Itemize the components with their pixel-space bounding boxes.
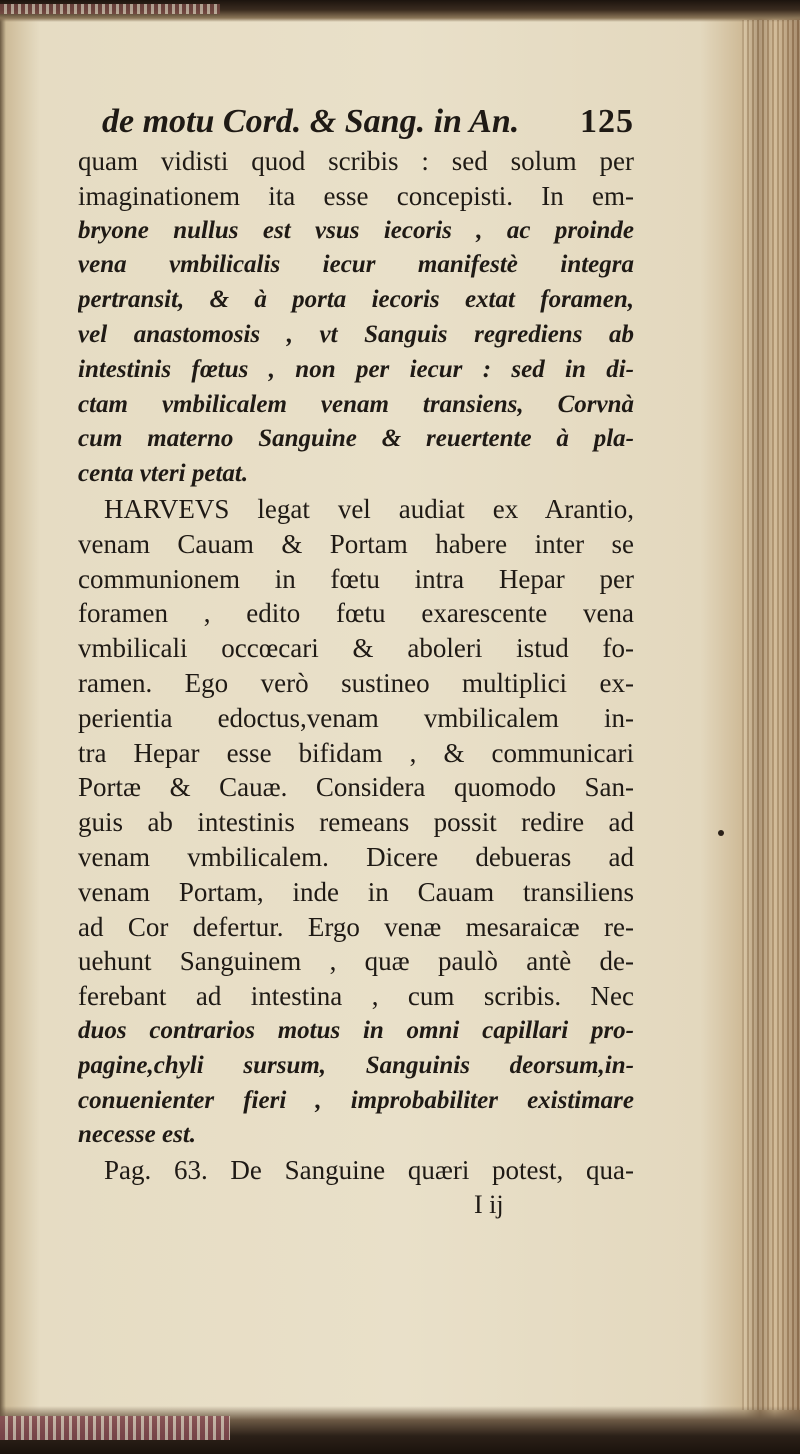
text-line: pertransit, & à porta iecoris extat foramen, <box>78 286 634 314</box>
text-line: ad Cor defertur. Ergo venæ mesaraicæ re- <box>78 911 634 942</box>
text-line: pagine,chyli sursum, Sanguinis deorsum,in- <box>78 1051 634 1079</box>
text-line: centa vteri petat. <box>78 460 249 488</box>
text-line: venam Cauam & Portam habere inter se <box>78 528 634 559</box>
text-line: tra Hepar esse bifidam , & communicari <box>78 737 634 768</box>
text-line: ctam vmbilicalem venam transiens, Corvnà <box>78 390 634 418</box>
text-line: conuenienter fieri , improbabiliter existimare <box>78 1086 634 1114</box>
text-line: vmbilicali occœcari & aboleri istud fo- <box>78 633 634 664</box>
text-line: cum materno Sanguine & reuertente à pla- <box>78 425 634 453</box>
running-header <box>78 100 634 144</box>
text-line: Pag. 63. De Sanguine quæri potest, qua- <box>104 1155 634 1186</box>
text-line: foramen , edito fœtu exarescente vena <box>78 598 634 629</box>
text-line: ramen. Ego verò sustineo multiplici ex- <box>78 667 634 698</box>
text-line: guis ab intestinis remeans possit redire ad <box>78 807 634 838</box>
text-line: imaginationem ita esse concepisti. In em- <box>78 180 634 211</box>
text-line: quam vidisti quod scribis : sed solum per <box>78 146 634 176</box>
page-text-block <box>78 100 634 1222</box>
headband-top <box>0 4 220 14</box>
text-line: vena vmbilicalis iecur manifestè integra <box>78 251 634 279</box>
text-line: uehunt Sanguinem , quæ paulò antè de- <box>78 946 634 977</box>
text-line: intestinis fœtus , non per iecur : sed in di- <box>78 355 634 383</box>
running-title: de motu Cord. & Sang. in An. <box>102 103 520 140</box>
text-line: communionem in fœtu intra Hepar per <box>78 563 634 594</box>
text-line: venam Portam, inde in Cauam transiliens <box>78 876 634 907</box>
page-number: 125 <box>580 103 634 140</box>
headband-bottom <box>0 1416 230 1440</box>
text-line: HARVEVS legat vel audiat ex Arantio, <box>104 493 634 524</box>
text-line: perientia edoctus,venam vmbilicalem in- <box>78 702 634 733</box>
body-text <box>78 144 634 1188</box>
text-line: ferebant ad intestina , cum scribis. Nec <box>78 981 634 1012</box>
text-line: necesse est. <box>78 1121 197 1149</box>
text-line: Portæ & Cauæ. Considera quomodo San- <box>78 772 634 803</box>
ink-speck <box>718 830 724 836</box>
text-line: duos contrarios motus in omni capillari pro- <box>78 1016 634 1044</box>
text-line: vel anastomosis , vt Sanguis regrediens ab <box>78 320 634 348</box>
stacked-page-edges <box>742 20 800 1410</box>
signature-mark: I ij <box>474 1189 504 1219</box>
text-line: bryone nullus est vsus iecoris , ac proinde <box>78 216 634 244</box>
text-line: venam vmbilicalem. Dicere debueras ad <box>78 841 634 872</box>
